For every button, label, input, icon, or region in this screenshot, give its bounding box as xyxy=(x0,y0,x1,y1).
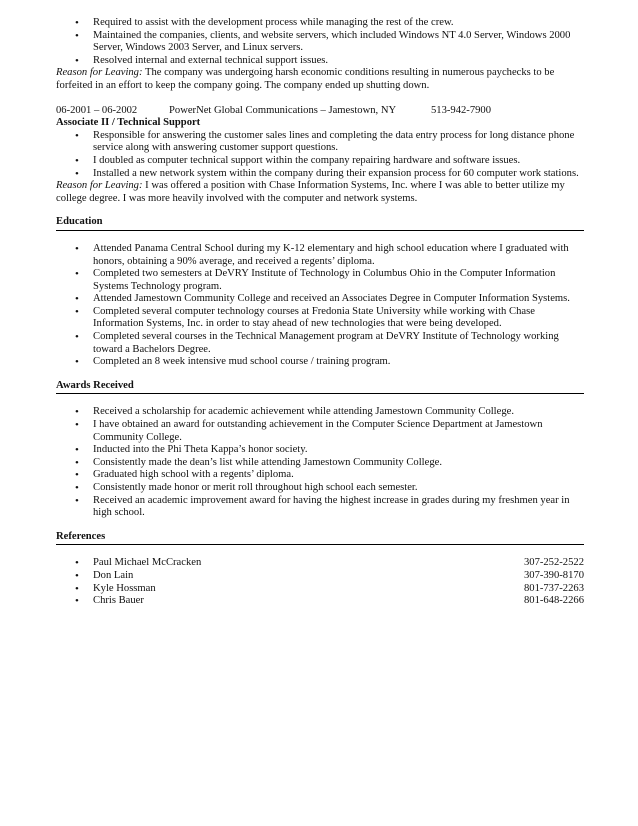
list-item: • Consistently made the dean’s list while attending Jamestown Community College. xyxy=(56,457,584,470)
job2-dates: 06-2001 – 06-2002 xyxy=(56,104,138,116)
list-item: • Completed an 8 week intensive mud school course / training program. xyxy=(56,356,584,369)
job2-phone: 513-942-7900 xyxy=(431,104,492,116)
list-item: • Attended Jamestown Community College and received an Associates Degree in Computer Information Systems. xyxy=(56,293,584,306)
reference-phone: 801-737-2263 xyxy=(523,582,584,594)
references-section xyxy=(56,531,584,608)
list-item: • Responsible for answering the customer sales lines and completing the data entry process for long distance phone service along with answering customer support questions. xyxy=(56,130,584,155)
reason-text: I was offered a position with Chase Information Systems, Inc. where I was able to better utilize my college degree. I was more heavily involved with the computer and network systems. xyxy=(56,180,565,204)
reference-phone: 307-252-2522 xyxy=(523,557,584,569)
job2-header xyxy=(56,105,584,118)
education-list xyxy=(56,243,584,369)
reference-name: • Chris Bauer xyxy=(93,595,144,607)
list-item: • Received a scholarship for academic achievement while attending Jamestown Community College. xyxy=(56,406,584,419)
awards-heading: Awards Received xyxy=(56,380,584,395)
reason-label: Reason for Leaving: xyxy=(56,67,143,79)
reference-phone: 801-648-2266 xyxy=(523,595,584,607)
job2-reason-for-leaving xyxy=(56,180,584,205)
education-heading: Education xyxy=(56,216,584,231)
references-heading: References xyxy=(56,531,584,546)
resume-page xyxy=(56,17,584,608)
list-item: • Installed a new network system within the company during their expansion process for 60 computer work stations. xyxy=(56,168,584,181)
list-item: • Maintained the companies, clients, and website servers, which included Windows NT 4.0 Server, Windows 2000 Server, Windows 2003 Server, and Linux servers. xyxy=(56,30,584,55)
job2-duties-list xyxy=(56,130,584,180)
reason-text: The company was undergoing harsh economic conditions resulting in numerous paychecks to be forfeited in an effort to keep the company going. The company ended up shutting down. xyxy=(56,67,555,91)
list-item: • Resolved internal and external technical support issues. xyxy=(56,55,584,68)
reference-row xyxy=(56,570,584,583)
reference-name: • Paul Michael McCracken xyxy=(93,557,202,569)
list-item: • Consistently made honor or merit roll throughout high school each semester. xyxy=(56,482,584,495)
awards-section xyxy=(56,380,584,520)
list-item: • Completed several courses in the Technical Management program at DeVRY Institute of Technology working toward a Bachelors Degree. xyxy=(56,331,584,356)
reference-name: • Kyle Hossman xyxy=(93,582,156,594)
reference-row xyxy=(56,557,584,570)
awards-list xyxy=(56,406,584,519)
list-item: • I doubled as computer technical support within the company repairing hardware and software issues. xyxy=(56,155,584,168)
list-item: • Attended Panama Central School during my K-12 elementary and high school education where I graduated with honors, obtaining a 90% average, and received a regents’ diploma. xyxy=(56,243,584,268)
job2-title: Associate II / Technical Support xyxy=(56,117,201,129)
list-item: • Completed two semesters at DeVRY Institute of Technology in Columbus Ohio in the Computer Information Systems Technology program. xyxy=(56,268,584,293)
reference-phone: 307-390-8170 xyxy=(523,569,584,581)
job1-duties-list xyxy=(56,17,584,67)
list-item: • Graduated high school with a regents’ diploma. xyxy=(56,469,584,482)
list-item: • Completed several computer technology courses at Fredonia State University while working with Chase Information Systems, Inc. in order to stay ahead of new technologies that were being developed. xyxy=(56,306,584,331)
list-item: • Required to assist with the development process while managing the rest of the crew. xyxy=(56,17,584,30)
reference-row xyxy=(56,595,584,608)
reference-row xyxy=(56,583,584,596)
list-item: • Inducted into the Phi Theta Kappa’s honor society. xyxy=(56,444,584,457)
job1-reason-for-leaving xyxy=(56,67,584,92)
reference-name: • Don Lain xyxy=(93,569,134,581)
reason-label: Reason for Leaving: xyxy=(56,180,143,192)
references-list xyxy=(56,557,584,607)
list-item: • I have obtained an award for outstanding achievement in the Computer Science Department at Jamestown Community College. xyxy=(56,419,584,444)
job2-company: PowerNet Global Communications – Jamestown, NY xyxy=(169,104,397,116)
education-section xyxy=(56,216,584,369)
list-item: • Received an academic improvement award for having the highest increase in grades during my freshmen year in high school. xyxy=(56,495,584,520)
